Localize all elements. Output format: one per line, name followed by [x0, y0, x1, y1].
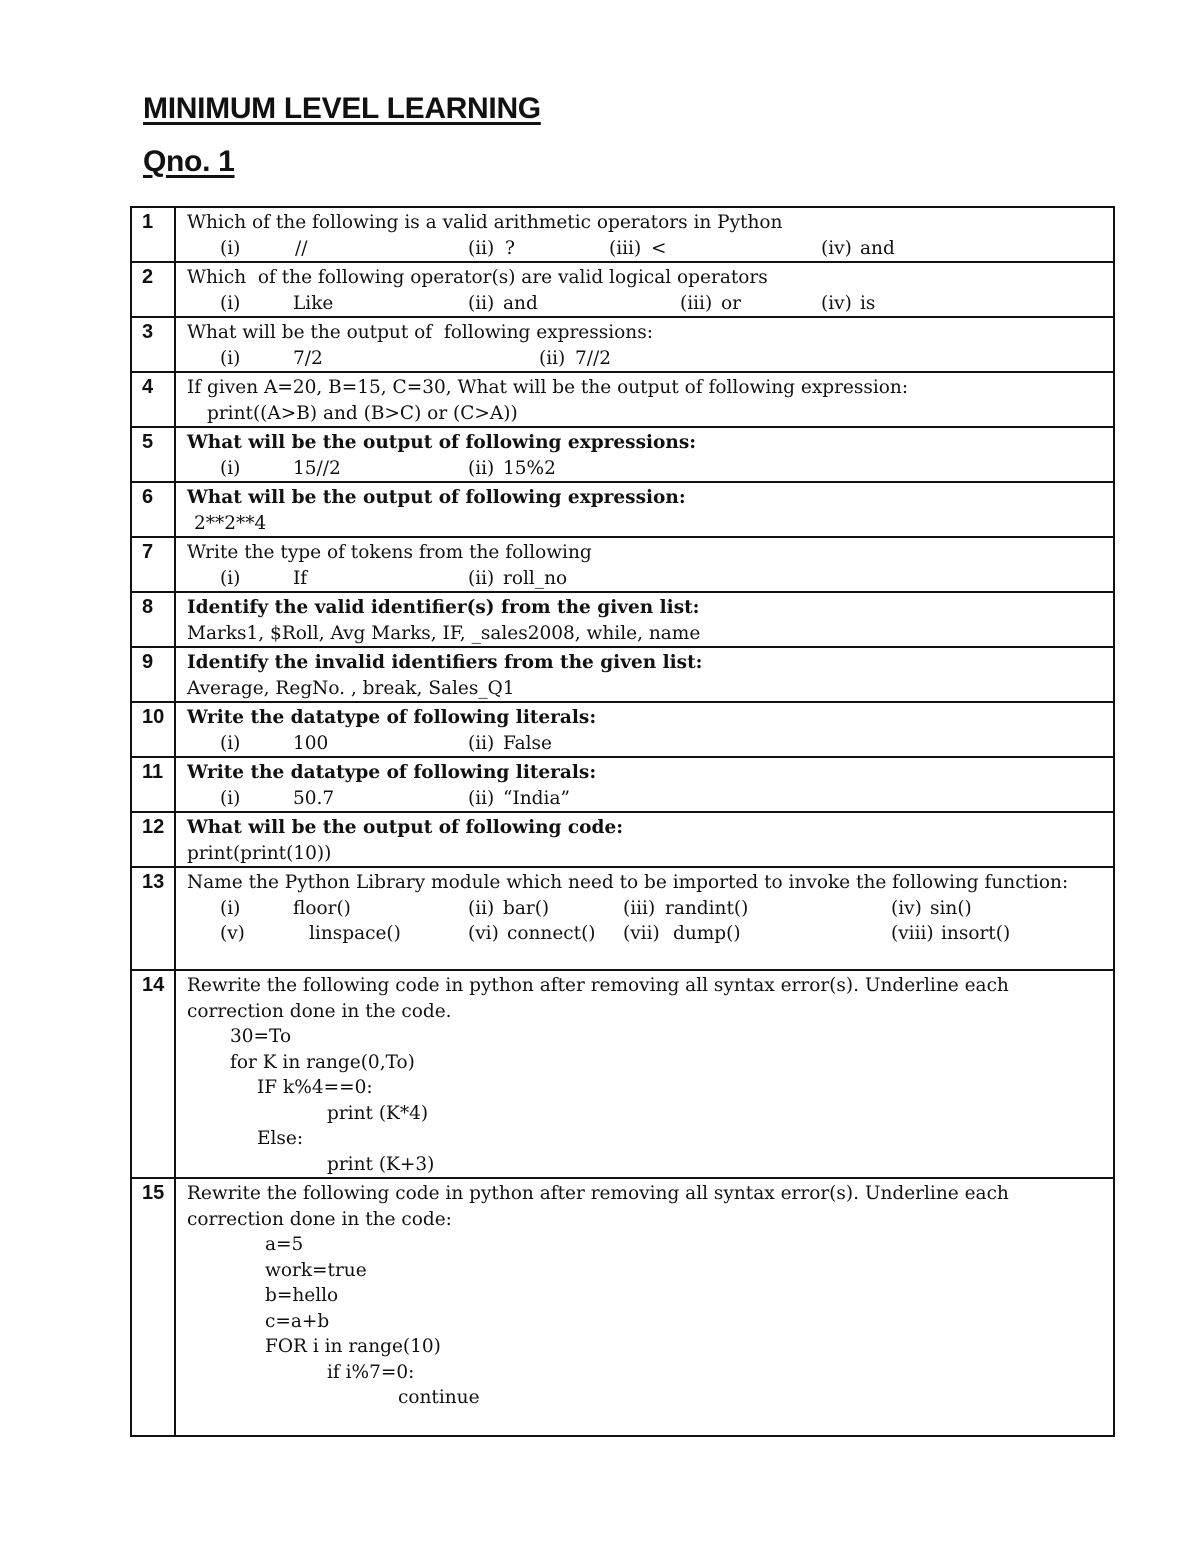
option-label: (iv): [821, 237, 852, 259]
option-label: (vi): [468, 923, 499, 944]
question-body: [175, 317, 1114, 372]
code-line: if i%7=0:: [327, 1361, 415, 1383]
option-label: (viii): [891, 923, 934, 944]
question-text: Name the Python Library module which need to be imported to invoke the following function:: [187, 872, 1069, 893]
question-row: [131, 427, 1114, 482]
question-body: [175, 482, 1114, 537]
question-row: [131, 702, 1114, 757]
question-number: 4: [131, 372, 175, 427]
questions-table: [130, 206, 1115, 1437]
question-number: 7: [131, 537, 175, 592]
option-label: (v): [220, 923, 245, 944]
option-label: (ii): [539, 347, 566, 369]
question-body: [175, 1178, 1114, 1436]
question-number: 11: [131, 757, 175, 812]
option-label: (ii): [468, 457, 495, 479]
option-label: (iii): [623, 897, 656, 919]
options-row: [187, 346, 1113, 372]
option-value: randint(): [665, 897, 749, 919]
question-body: [175, 757, 1114, 812]
options-row: [187, 236, 1113, 262]
question-text: Rewrite the following code in python after removing all syntax error(s). Underline each correction done in the code.: [187, 975, 1009, 1022]
options-row: [187, 566, 1113, 592]
question-body: [175, 702, 1114, 757]
option-value: and: [860, 237, 895, 259]
question-row: [131, 482, 1114, 537]
option-label: (iii): [680, 292, 713, 314]
option-value: dump(): [673, 923, 741, 944]
question-text: Write the type of tokens from the following: [187, 542, 592, 563]
question-number: 6: [131, 482, 175, 537]
question-row: [131, 207, 1114, 262]
option-label: (iv): [891, 897, 922, 919]
question-text: Identify the invalid identifiers from the given list:: [187, 652, 703, 673]
option-label: (i): [220, 567, 241, 589]
question-number: 10: [131, 702, 175, 757]
question-row: [131, 812, 1114, 867]
option-value: floor(): [293, 897, 351, 919]
option-value: 7//2: [575, 347, 612, 369]
question-number: 13: [131, 867, 175, 970]
options-row: [187, 456, 1113, 482]
option-value: 50.7: [293, 787, 335, 809]
document-title: MINIMUM LEVEL LEARNING: [143, 92, 541, 125]
option-label: (ii): [468, 897, 495, 919]
question-row: [131, 867, 1114, 970]
option-label: (ii): [468, 237, 495, 259]
question-row: [131, 1178, 1114, 1436]
question-row: [131, 647, 1114, 702]
code-line: work=true: [265, 1259, 367, 1281]
options-row: [187, 731, 1113, 757]
question-text: Which of the following operator(s) are valid logical operators: [187, 267, 768, 288]
option-label: (i): [220, 457, 241, 479]
code-line: print (K+3): [327, 1153, 435, 1175]
option-value: insort(): [941, 923, 1011, 944]
option-value: roll_no: [503, 567, 568, 589]
question-body: [175, 592, 1114, 647]
option-label: (i): [220, 732, 241, 754]
question-text: What will be the output of following expressions:: [187, 322, 653, 343]
option-value: or: [721, 292, 741, 314]
option-value: If: [293, 567, 308, 589]
question-text: Write the datatype of following literals:: [187, 707, 597, 728]
question-body: [175, 207, 1114, 262]
option-value: 100: [293, 732, 329, 754]
option-label: (iii): [609, 237, 642, 259]
question-number: 5: [131, 427, 175, 482]
option-label: (i): [220, 897, 241, 919]
code-line: for K in range(0,To): [230, 1051, 415, 1073]
question-number-heading: Qno. 1: [143, 145, 235, 178]
identifier-list: Marks1, $Roll, Avg Marks, IF, _sales2008, while, name: [187, 622, 701, 644]
options-row: [187, 896, 1113, 922]
question-number: 14: [131, 970, 175, 1178]
code-line: print((A>B) and (B>C) or (C>A)): [207, 402, 518, 424]
question-row: [131, 372, 1114, 427]
option-value: 15%2: [503, 457, 556, 479]
question-body: [175, 647, 1114, 702]
options-row: [187, 786, 1113, 812]
question-row: [131, 537, 1114, 592]
option-label: (i): [220, 292, 241, 314]
question-row: [131, 970, 1114, 1178]
question-row: [131, 757, 1114, 812]
question-text: What will be the output of following code:: [187, 817, 624, 838]
option-label: (ii): [468, 567, 495, 589]
option-label: (ii): [468, 292, 495, 314]
option-value: is: [860, 292, 876, 314]
option-value: sin(): [930, 897, 972, 919]
option-value: “India”: [503, 787, 570, 809]
question-number: 1: [131, 207, 175, 262]
question-number: 3: [131, 317, 175, 372]
code-line: IF k%4==0:: [257, 1077, 373, 1098]
option-value: connect(): [507, 923, 596, 944]
question-number: 12: [131, 812, 175, 867]
question-text: What will be the output of following expression:: [187, 487, 686, 508]
options-row: [187, 921, 1113, 947]
question-number: 2: [131, 262, 175, 317]
code-line: print (K*4): [327, 1102, 429, 1124]
question-row: [131, 317, 1114, 372]
option-label: (i): [220, 787, 241, 809]
option-value: //: [295, 237, 308, 259]
question-number: 9: [131, 647, 175, 702]
option-label: (i): [220, 347, 241, 369]
question-body: [175, 812, 1114, 867]
option-value: 7/2: [293, 347, 323, 369]
question-number: 8: [131, 592, 175, 647]
code-line: 2**2**4: [194, 512, 267, 534]
option-value: linspace(): [309, 923, 401, 944]
code-line: continue: [398, 1387, 480, 1408]
code-line: Else:: [257, 1128, 304, 1149]
option-label: (vii): [623, 923, 660, 944]
option-value: bar(): [503, 897, 550, 919]
question-body: [175, 867, 1114, 970]
question-number: 15: [131, 1178, 175, 1436]
code-line: a=5: [265, 1234, 304, 1255]
option-label: (ii): [468, 787, 495, 809]
question-body: [175, 262, 1114, 317]
code-line: print(print(10)): [187, 842, 332, 864]
option-value: ?: [505, 237, 515, 259]
question-body: [175, 372, 1114, 427]
code-line: 30=To: [230, 1026, 292, 1047]
question-row: [131, 592, 1114, 647]
code-line: c=a+b: [265, 1310, 330, 1332]
question-text: What will be the output of following expressions:: [187, 432, 697, 453]
question-body: [175, 427, 1114, 482]
option-value: 15//2: [293, 457, 341, 479]
options-row: [187, 291, 1113, 317]
option-label: (i): [220, 237, 241, 259]
question-body: [175, 537, 1114, 592]
code-line: b=hello: [265, 1285, 339, 1306]
question-text: Which of the following is a valid arithmetic operators in Python: [187, 212, 783, 233]
option-label: (ii): [468, 732, 495, 754]
option-label: (iv): [821, 292, 852, 314]
question-text: Rewrite the following code in python after removing all syntax error(s). Underline each correction done in the code:: [187, 1183, 1009, 1230]
question-text: Identify the valid identifier(s) from the given list:: [187, 597, 700, 618]
question-text: If given A=20, B=15, C=30, What will be the output of following expression:: [187, 377, 909, 398]
question-body: [175, 970, 1114, 1178]
option-value: False: [503, 732, 552, 754]
question-text: Write the datatype of following literals:: [187, 762, 597, 783]
option-value: <: [651, 237, 667, 259]
code-line: FOR i in range(10): [265, 1336, 441, 1357]
identifier-list: Average, RegNo. , break, Sales_Q1: [187, 677, 515, 699]
option-value: Like: [293, 292, 334, 314]
question-row: [131, 262, 1114, 317]
option-value: and: [503, 292, 538, 314]
